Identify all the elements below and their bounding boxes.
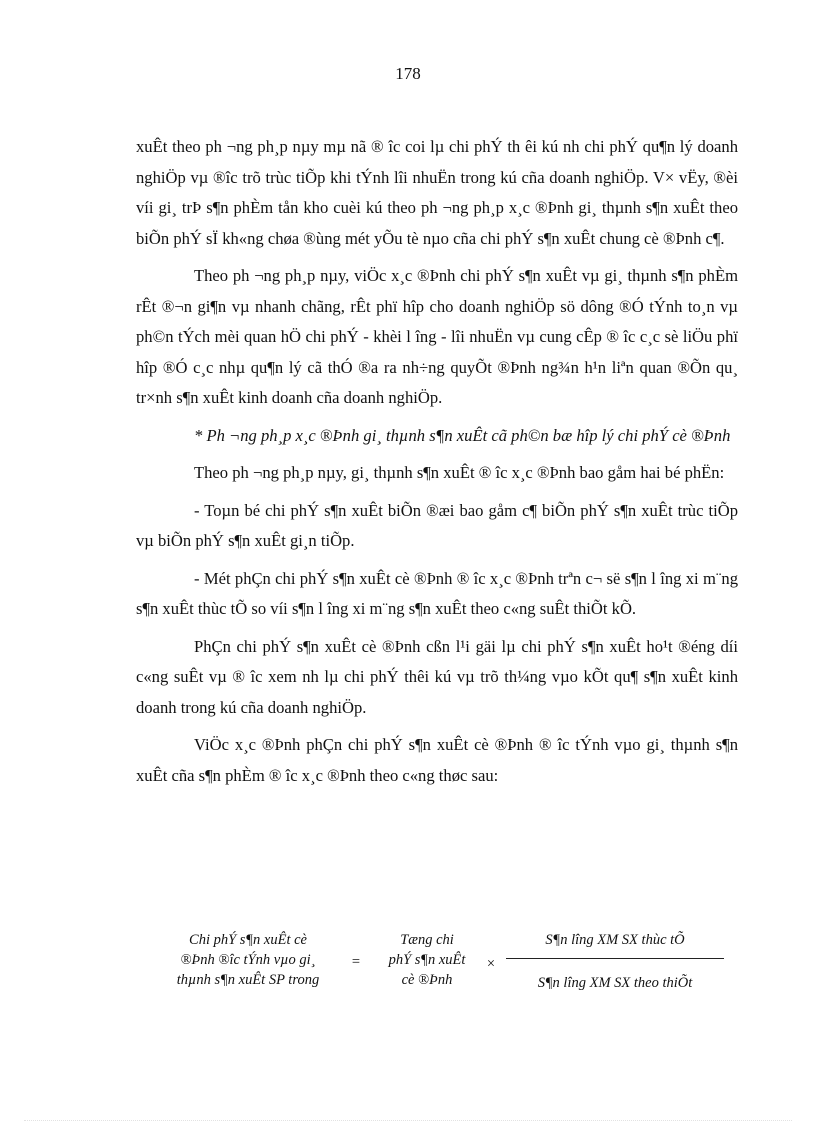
paragraph: Theo ph ¬ng ph¸p nµy, viÖc x¸c ®Þnh chi phÝ s¶n xuÊt vµ gi¸ thµnh s¶n phÈm rÊt ®¬n gi¶n vµ nhanh chãng, rÊt phï hîp cho doanh nghiÖp sö dông ®Ó tÝnh to¸n vµ ph©n tÝch mèi quan hÖ chi phÝ - khèi l îng - lîi nhuËn vµ cung cÊp ® îc c¸c sè liÖu phï hîp ®Ó c¸c nhµ qu¶n lý cã thÓ ®a ra nh÷ng quyÕt ®Þnh ng¾n h¹n liªn quan ®Õn qu¸ tr×nh s¶n xuÊt kinh doanh cña doanh nghiÖp.: [136, 266, 738, 407]
list-item: - Toµn bé chi phÝ s¶n xuÊt biÕn ®æi bao gåm c¶ biÕn phÝ s¶n xuÊt trùc tiÕp vµ biÕn phÝ s¶n xuÊt gi¸n tiÕp.: [136, 500, 738, 550]
multiply-sign: ×: [486, 956, 496, 972]
formula-total-fixed-cost: Tæng chi phÝ s¶n xuÊt cè ®Þnh: [388, 932, 466, 988]
fraction-bar: [506, 958, 724, 959]
page-bottom-rule: [24, 1120, 792, 1121]
page-body: [136, 132, 738, 798]
equals-sign: =: [351, 954, 361, 970]
paragraph: Theo ph ¬ng ph¸p nµy, gi¸ thµnh s¶n xuÊt ® îc x¸c ®Þnh bao gåm hai bé phËn:: [194, 463, 725, 482]
cost-formula: [150, 930, 740, 1000]
page-number: 178: [395, 64, 421, 83]
paragraph: ViÖc x¸c ®Þnh phÇn chi phÝ s¶n xuÊt cè ®Þnh ® îc tÝnh vµo gi¸ thµnh s¶n xuÊt cña s¶n phÈm ® îc x¸c ®Þnh theo c«ng thøc sau:: [136, 735, 738, 785]
fraction-denominator: S¶n lîng XM SX theo thiÕt: [537, 975, 693, 991]
section-heading: * Ph ¬ng ph¸p x¸c ®Þnh gi¸ thµnh s¶n xuÊt cã ph©n bæ hîp lý chi phÝ cè ®Þnh: [194, 425, 731, 445]
fraction-numerator: S¶n lîng XM SX thùc tÕ: [545, 932, 685, 948]
paragraph: xuÊt theo ph ¬ng ph¸p nµy mµ nã ® îc coi lµ chi phÝ th êi kú nh chi phÝ qu¶n lý doanh nghiÖp vµ ®îc trõ trùc tiÕp khi tÝnh lîi nhuËn trong kú cña doanh nghiÖp. V× vËy, ®èi víi gi¸ trÞ s¶n phÈm tån kho cuèi kú theo ph ¬ng ph¸p x¸c ®Þnh gi¸ thµnh s¶n xuÊt theo biÕn phÝ sÏ kh«ng chøa ®ùng mét yÕu tè nµo cña chi phÝ s¶n xuÊt chung cè ®Þnh c¶.: [136, 137, 738, 248]
formula-left-term: Chi phÝ s¶n xuÊt cè ®Þnh ®îc tÝnh vµo gi¸ thµnh s¶n xuÊt SP trong: [176, 932, 320, 988]
list-item: - Mét phÇn chi phÝ s¶n xuÊt cè ®Þnh ® îc x¸c ®Þnh trªn c¬ së s¶n l îng xi m¨ng s¶n xuÊt thùc tÕ so víi s¶n l îng xi m¨ng s¶n xuÊt theo c«ng suÊt thiÕt kÕ.: [136, 568, 738, 618]
formula-fraction: [506, 930, 724, 993]
paragraph: PhÇn chi phÝ s¶n xuÊt cè ®Þnh cßn l¹i gäi lµ chi phÝ s¶n xuÊt ho¹t ®éng díi c«ng suÊt vµ ® îc xem nh lµ chi phÝ thêi kú vµ trõ th¼ng vµo kÕt qu¶ s¶n xuÊt kinh doanh trong kú cña doanh nghiÖp.: [136, 636, 738, 717]
